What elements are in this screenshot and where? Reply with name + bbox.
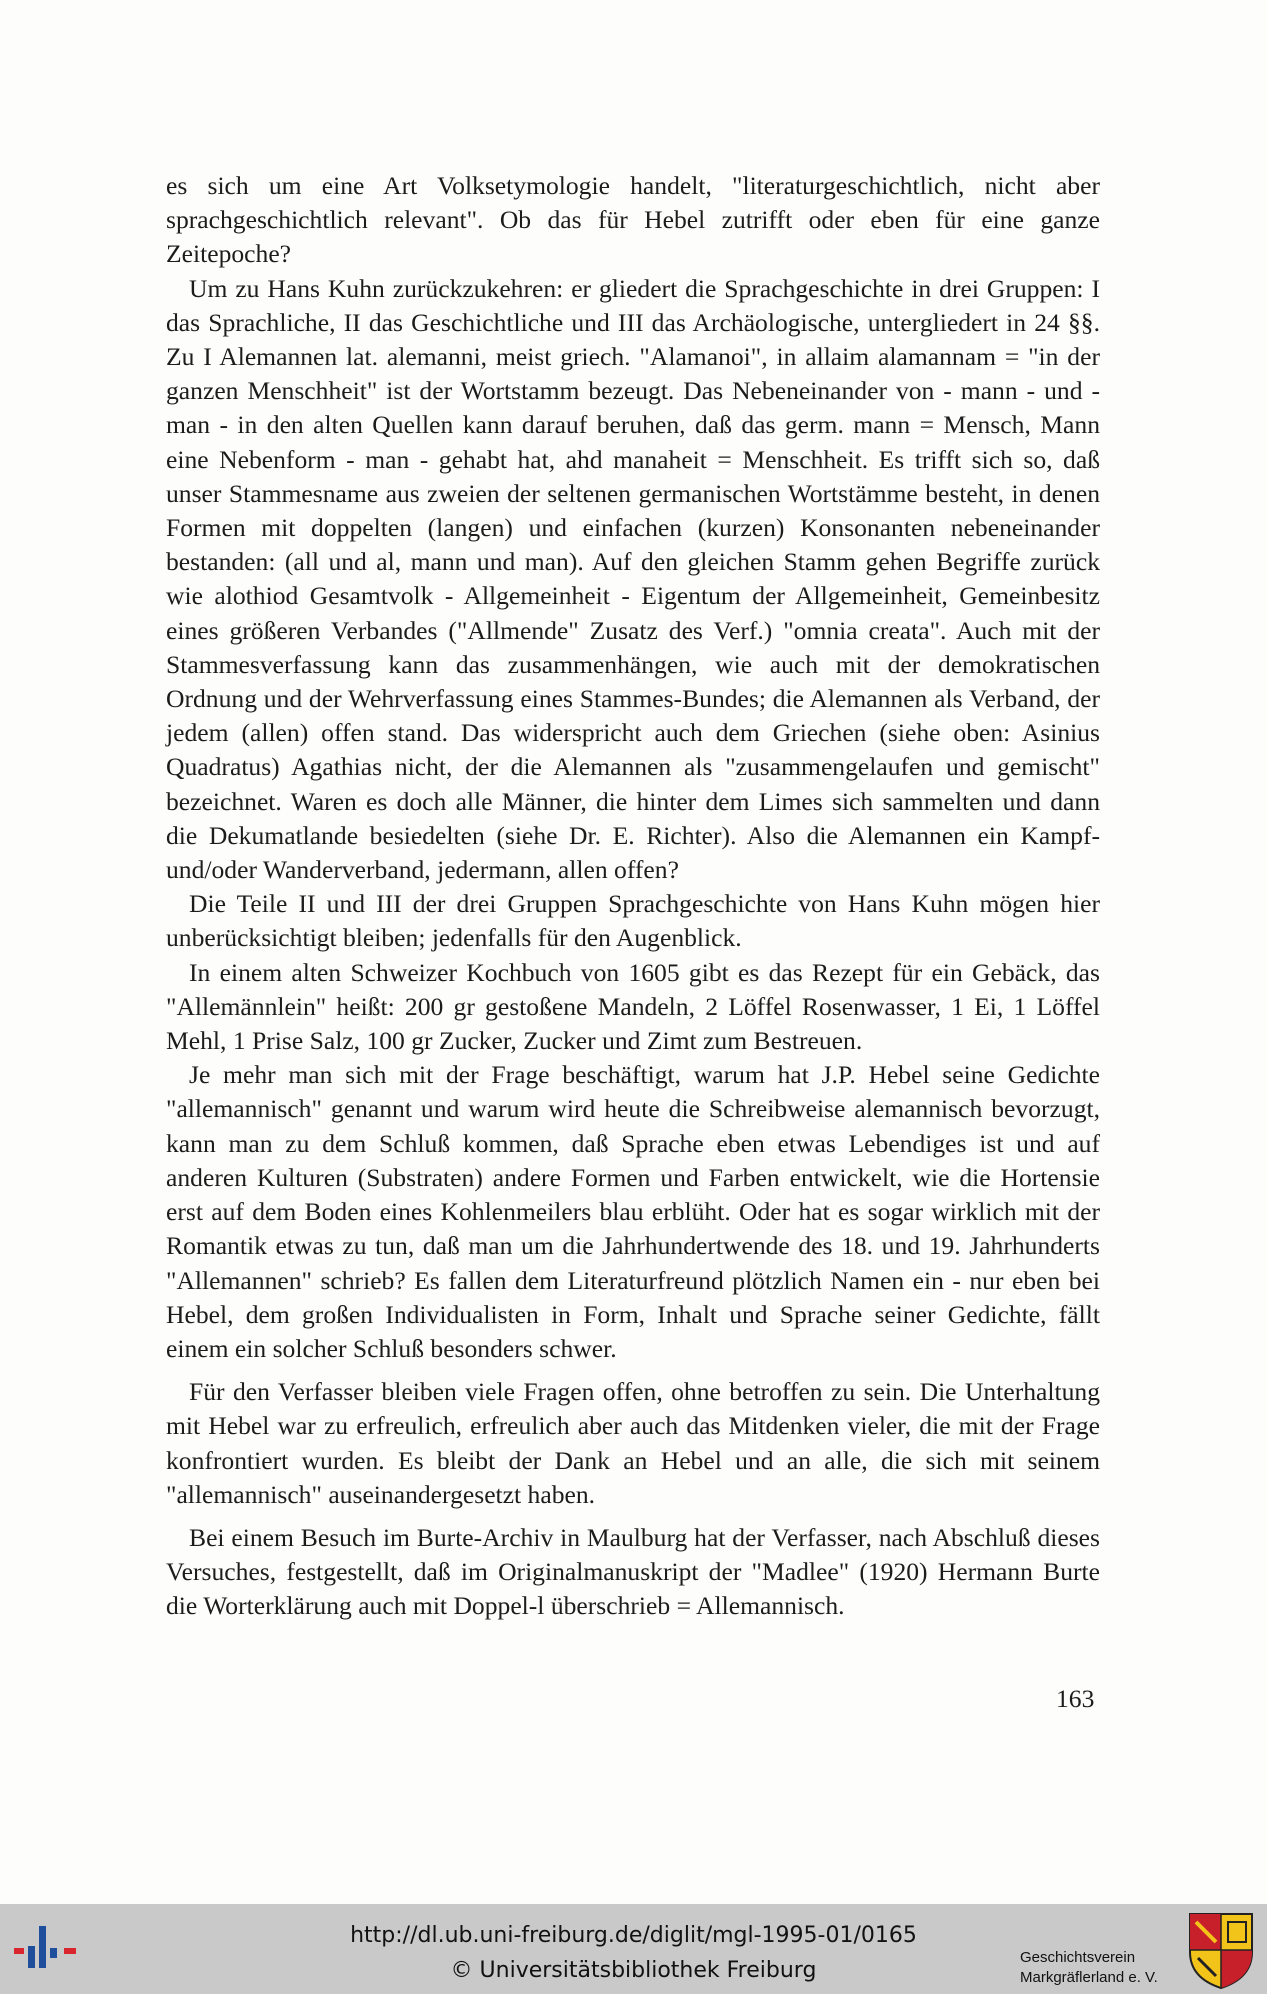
paragraph: Bei einem Besuch im Burte-Archiv in Maulburg hat der Verfasser, nach Abschluß dieses Versuches, festgestellt, daß im Originalmanuskript der "Madlee" (1920) Hermann Burte die Worterklärung auch mit Doppel-l überschrieb = Allemannisch.	[166, 1522, 1100, 1621]
paragraph: Um zu Hans Kuhn zurückzukehren: er gliedert die Sprachgeschichte in drei Gruppen: I das Sprachliche, II das Geschichtliche und III das Archäologische, untergliedert in 24 §§. Zu I Alemannen lat. alemanni, meist griech. "Alamanoi", in allaim alamannam = "in der ganzen Menschheit" ist der Wortstamm bezeugt. Das Nebeneinander von - mann - und - man - in den alten Quellen kann darauf beruhen, daß das germ. mann = Mensch, Mann eine Nebenform - man - gehabt hat, ahd manaheit = Menschheit. Es trifft sich so, daß unser Stammesname aus zweien der seltenen germanischen Wortstämme besteht, in denen Formen mit doppelten (langen) und einfachen (kurzen) Konsonanten nebeneinander bestanden: (all und al, mann und man). Auf den gleichen Stamm gehen Begriffe zurück wie alothiod Gesamtvolk - Allgemeinheit - Eigentum der Allgemeinheit, Gemeinbesitz eines größeren Verbandes ("Allmende" Zusatz des Verf.) "omnia creata". Auch mit der Stammesverfassung kann das zusammenhängen, wie auch mit der demokratischen Ordnung und der Wehrverfassung eines Stammes-Bundes; die Alemannen als Verband, der jedem (allen) offen stand. Das widerspricht auch dem Griechen (siehe oben: Asinius Quadratus) Agathias nicht, der die Alemannen als "zusammengelaufen und gemischt" bezeichnet. Waren es doch alle Männer, die hinter dem Limes sich sammelten und dann die Dekumatlande besiedelten (siehe Dr. E. Richter). Also die Alemannen ein Kampf- und/oder Wanderverband, jedermann, allen offen?	[166, 273, 1100, 885]
page-number: 163	[1056, 1684, 1095, 1713]
paragraph: es sich um eine Art Volksetymologie handelt, "literaturgeschichtlich, nicht aber sprachgeschichtlich relevant". Ob das für Hebel zutrifft oder eben für eine ganze Zeitepoche?	[166, 171, 1100, 269]
paragraph: Je mehr man sich mit der Frage beschäftigt, warum hat J.P. Hebel seine Gedichte "allemannisch" genannt und warum wird heute die Schreibweise alemannisch bevorzugt, kann man zu dem Schluß kommen, daß Sprache eben etwas Lebendiges ist und auf anderen Kulturen (Substraten) andere Formen und Farben entwickelt, wie die Hortensie erst auf dem Boden eines Kohlenmeilers blau erblüht. Oder hat es sogar wirklich mit der Romantik etwas zu tun, daß man um die Jahrhundertwende des 18. und 19. Jahrhunderts "Allemannen" schrieb? Es fallen dem Literaturfreund plötzlich Namen ein - nur eben bei Hebel, dem großen Individualisten in Form, Inhalt und Sprache seiner Gedichte, fällt einem ein solcher Schluß besonders schwer.	[166, 1060, 1100, 1363]
paragraph: In einem alten Schweizer Kochbuch von 1605 gibt es das Rezept für ein Gebäck, das "Allemännlein" heißt: 200 gr gestoßene Mandeln, 2 Löffel Rosenwasser, 1 Ei, 1 Löffel Mehl, 1 Prise Salz, 100 gr Zucker, Zucker und Zimt zum Bestreuen.	[166, 957, 1100, 1056]
society-name-line1: Geschichtsverein	[1020, 1949, 1136, 1966]
society-name	[1020, 1948, 1180, 1988]
copyright-text: © Universitätsbibliothek Freiburg	[450, 1958, 817, 1983]
source-url-link[interactable]: http://dl.ub.uni-freiburg.de/diglit/mgl-1995-01/0165	[350, 1923, 917, 1948]
footer-bar	[0, 1904, 1267, 1994]
coat-of-arms-icon	[1188, 1912, 1254, 1990]
body-text	[166, 169, 1100, 1624]
paragraph: Die Teile II und III der drei Gruppen Sprachgeschichte von Hans Kuhn mögen hier unberücksichtigt bleiben; jedenfalls für den Augenblick.	[166, 889, 1100, 953]
paragraph: Für den Verfasser bleiben viele Fragen offen, ohne betroffen zu sein. Die Unterhaltung mit Hebel war zu erfreulich, erfreulich aber auch das Mitdenken vieler, die mit der Frage konfrontiert wurden. Es bleibt der Dank an Hebel und an alle, die sich mit seinem "allemannisch" auseinandergesetzt haben.	[166, 1377, 1100, 1509]
society-name-line2: Markgräflerland e. V.	[1020, 1969, 1158, 1986]
